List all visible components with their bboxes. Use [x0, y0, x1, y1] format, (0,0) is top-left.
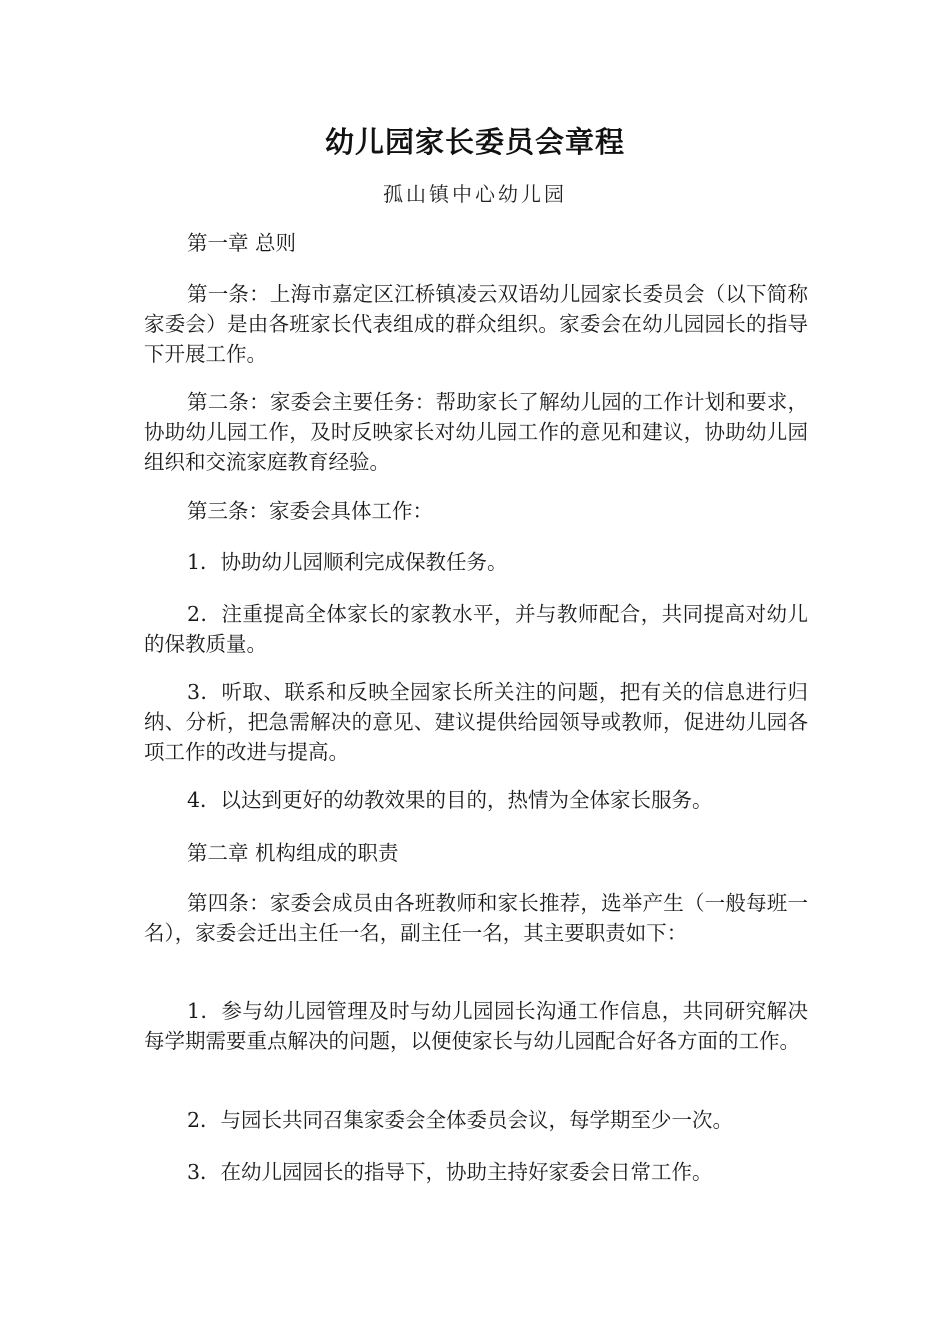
document-subtitle: 孤山镇中心幼儿园	[383, 182, 567, 206]
article-paragraph: 第二条：家委会主要任务：帮助家长了解幼儿园的工作计划和要求，协助幼儿园工作，及时反映家长对幼儿园工作的意见和建议，协助幼儿园组织和交流家庭教育经验。	[144, 390, 808, 474]
article-paragraph: 第三条：家委会具体工作：	[187, 499, 433, 523]
list-item: 2．注重提高全体家长的家教水平，并与教师配合，共同提高对幼儿的保教质量。	[144, 602, 808, 656]
list-item: 1．协助幼儿园顺利完成保教任务。	[187, 550, 508, 574]
list-item: 3．在幼儿园园长的指导下，协助主持好家委会日常工作。	[187, 1160, 713, 1184]
list-item: 3．听取、联系和反映全园家长所关注的问题，把有关的信息进行归纳、分析，把急需解决的意见、建议提供给园领导或教师，促进幼儿园各项工作的改进与提高。	[144, 680, 808, 764]
list-item: 4．以达到更好的幼教效果的目的，热情为全体家长服务。	[187, 788, 713, 812]
chapter-heading: 第一章 总则	[187, 231, 297, 255]
chapter-heading: 第二章 机构组成的职责	[187, 841, 399, 865]
list-item: 2．与园长共同召集家委会全体委员会议，每学期至少一次。	[187, 1108, 734, 1132]
list-item: 1．参与幼儿园管理及时与幼儿园园长沟通工作信息，共同研究解决每学期需要重点解决的问题，以便使家长与幼儿园配合好各方面的工作。	[144, 999, 808, 1053]
document-title: 幼儿园家长委员会章程	[324, 125, 625, 159]
article-paragraph: 第四条：家委会成员由各班教师和家长推荐，选举产生（一般每班一名），家委会迁出主任一名，副主任一名，其主要职责如下：	[144, 891, 808, 945]
article-paragraph: 第一条：上海市嘉定区江桥镇凌云双语幼儿园家长委员会（以下简称家委会）是由各班家长代表组成的群众组织。家委会在幼儿园园长的指导下开展工作。	[144, 282, 808, 366]
